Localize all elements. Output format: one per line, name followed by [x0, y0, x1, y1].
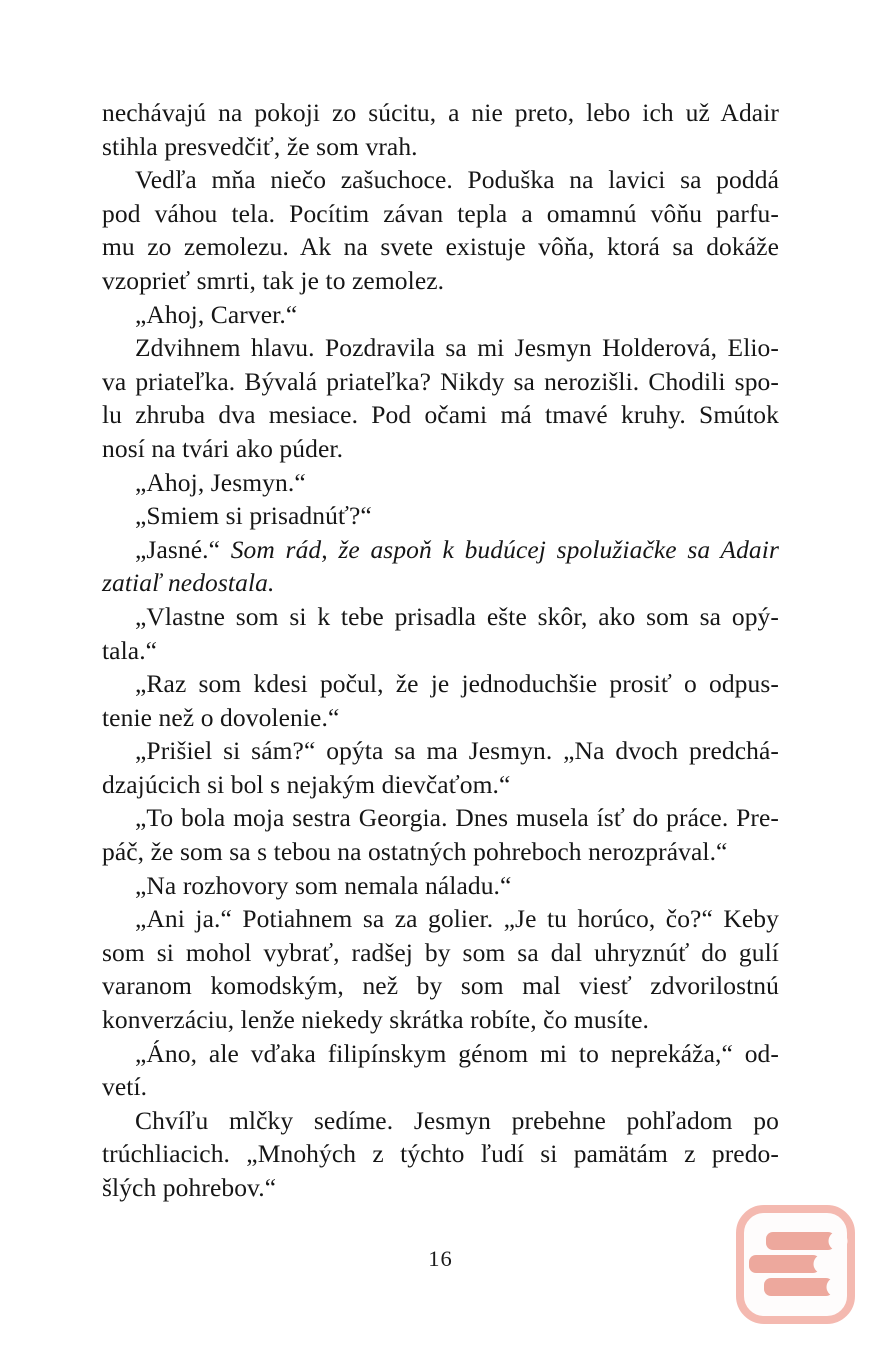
text-line: konverzáciu, lenže niekedy skrátka robíte, čo musíte.	[102, 1005, 649, 1035]
stacked-books-icon	[735, 1204, 856, 1325]
paragraph	[102, 869, 779, 903]
text-line: trúchliacich. „Mnohých z týchto ľudí si pamätám z predo-	[102, 1139, 779, 1169]
text-line: stihla presvedčiť, že som vrah.	[102, 131, 418, 161]
paragraph	[102, 96, 779, 163]
paragraph	[102, 533, 779, 600]
text-line: va priateľka. Bývalá priateľka? Nikdy sa nerozišli. Chodili spo-	[102, 366, 779, 396]
text-line: „Ahoj, Carver.“	[135, 299, 298, 329]
text-line: „Vlastne som si k tebe prisadla ešte skôr, ako som sa opý-	[135, 601, 779, 631]
text-line: dzajúcich si bol s nejakým dievčaťom.“	[102, 769, 511, 799]
paragraph	[102, 600, 779, 667]
text-line: tenie než o dovolenie.“	[102, 702, 340, 732]
text-line: nechávajú na pokoji zo súcitu, a nie preto, lebo ich už Adair	[102, 98, 779, 127]
paragraph	[102, 331, 779, 465]
paragraph	[102, 1037, 779, 1104]
text-line: Zdvihnem hlavu. Pozdravila sa mi Jesmyn Holderová, Elio-	[135, 333, 779, 363]
text-line: páč, že som sa s tebou na ostatných pohreboch nerozprával.“	[102, 837, 728, 867]
text-line: „Prišiel si sám?“ opýta sa ma Jesmyn. „Na dvoch predchá-	[135, 736, 779, 766]
paragraph	[102, 902, 779, 1036]
paragraph	[102, 499, 779, 533]
paragraph	[102, 298, 779, 332]
paragraph	[102, 667, 779, 734]
watermark-logo	[735, 1204, 856, 1325]
text-line: som si mohol vybrať, radšej by som sa dal uhryznúť do gulí	[102, 937, 779, 967]
paragraph	[102, 734, 779, 801]
text-line: „Raz som kdesi počul, že je jednoduchšie prosiť o odpus-	[135, 669, 779, 699]
text-line: Vedľa mňa niečo zašuchoce. Poduška na lavici sa poddá	[135, 165, 779, 195]
text-line: vetí.	[102, 1072, 148, 1102]
paragraph	[102, 466, 779, 500]
text-line: „Jasné.“ Som rád, že aspoň k budúcej spolužiačke sa Adair	[135, 534, 779, 564]
text-line: zatiaľ nedostala.	[102, 568, 275, 598]
text-line: „Ahoj, Jesmyn.“	[135, 467, 306, 497]
page-number: 16	[428, 1246, 453, 1271]
text-line: „To bola moja sestra Georgia. Dnes musela ísť do práce. Pre-	[135, 803, 779, 833]
text-line: „Áno, ale vďaka filipínskym génom mi to neprekáža,“ od-	[135, 1038, 779, 1068]
text-line: pod váhou tela. Pocítim závan tepla a omamnú vôňu parfu-	[102, 198, 779, 228]
paragraph	[102, 163, 779, 297]
text-line: „Na rozhovory som nemala náladu.“	[135, 870, 512, 900]
text-line: Chvíľu mlčky sedíme. Jesmyn prebehne pohľadom po	[135, 1105, 779, 1135]
text-line: lu zhruba dva mesiace. Pod očami má tmavé kruhy. Smútok	[102, 400, 779, 430]
text-line: varanom komodským, než by som mal viesť zdvorilostnú	[102, 971, 779, 1001]
paragraph	[102, 1104, 779, 1205]
text-block	[102, 96, 779, 1205]
text-line: „Ani ja.“ Potiahnem sa za golier. „Je tu horúco, čo?“ Keby	[135, 904, 779, 934]
text-line: vzoprieť smrti, tak je to zemolez.	[102, 265, 445, 295]
text-line: „Smiem si prisadnúť?“	[135, 501, 372, 531]
paragraph	[102, 801, 779, 868]
text-line: nosí na tvári ako púder.	[102, 433, 344, 463]
text-line: šlých pohrebov.“	[102, 1173, 277, 1202]
text-line: tala.“	[102, 635, 158, 665]
text-line: mu zo zemolezu. Ak na svete existuje vôňa, ktorá sa dokáže	[102, 232, 779, 262]
